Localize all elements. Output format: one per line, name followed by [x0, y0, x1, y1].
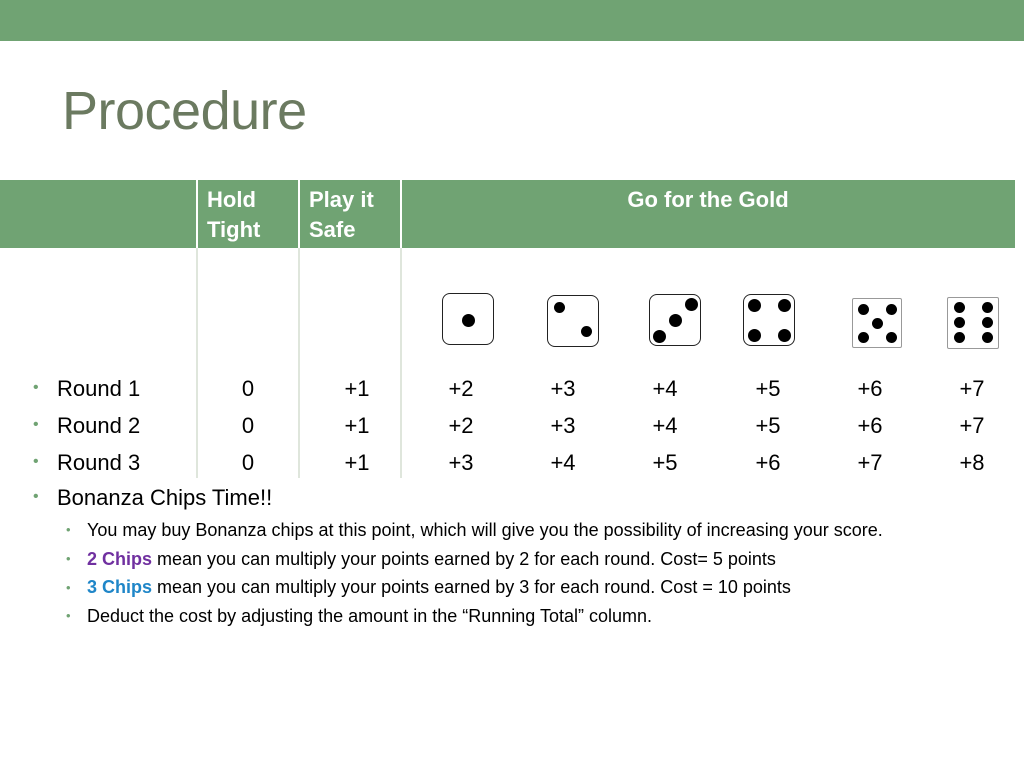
bonanza-heading: Bonanza Chips Time!!	[57, 485, 273, 510]
score-cell: 0	[241, 450, 255, 475]
die-four-icon	[743, 294, 795, 346]
round-label: Round 2	[57, 413, 141, 438]
header-divider	[298, 180, 300, 248]
pip	[462, 314, 475, 327]
two-chips-text: mean you can multiply your points earned by 2 for each round. Cost= 5 points	[152, 549, 776, 569]
score-cell: +7	[959, 413, 985, 438]
bullet-dot: •	[33, 488, 39, 505]
bullet-dot: •	[66, 551, 71, 566]
die-six-icon	[947, 297, 999, 349]
pip	[886, 304, 897, 315]
die-two-icon	[547, 295, 599, 347]
score-cell: +6	[857, 413, 883, 438]
pip	[778, 299, 791, 312]
score-cell: +7	[959, 376, 985, 401]
pip	[778, 329, 791, 342]
bullet-dot: •	[33, 379, 39, 396]
score-cell: +3	[448, 450, 474, 475]
header-play-it-safe: Play it Safe	[309, 187, 374, 242]
score-cell: +1	[344, 413, 370, 438]
bullet-dot: •	[66, 608, 71, 623]
score-cell: +8	[959, 450, 985, 475]
pip	[653, 330, 666, 343]
round-label: Round 1	[57, 376, 141, 401]
column-divider	[298, 248, 300, 478]
score-cell: +3	[550, 413, 576, 438]
pip	[554, 302, 565, 313]
score-cell: +1	[344, 450, 370, 475]
pip	[954, 317, 965, 328]
pip	[858, 304, 869, 315]
bullet-dot: •	[66, 522, 71, 537]
bonanza-item	[87, 577, 791, 598]
pip	[954, 332, 965, 343]
pip	[581, 326, 592, 337]
column-divider	[196, 248, 198, 478]
score-cell: +4	[550, 450, 576, 475]
pip	[685, 298, 698, 311]
die-five-icon	[852, 298, 902, 348]
bonanza-item	[87, 549, 776, 570]
column-divider	[400, 248, 402, 478]
header-hold-tight: Hold Tight	[207, 187, 261, 242]
bullet-dot: •	[33, 416, 39, 433]
pip	[748, 299, 761, 312]
three-chips-label: 3 Chips	[87, 577, 153, 597]
score-cell: +6	[857, 376, 883, 401]
pip	[982, 317, 993, 328]
pip	[858, 332, 869, 343]
round-label: Round 3	[57, 450, 141, 475]
score-cell: +2	[448, 376, 474, 401]
score-cell: 0	[241, 413, 255, 438]
header-divider	[196, 180, 198, 248]
bullet-dot: •	[33, 453, 39, 470]
bonanza-item: You may buy Bonanza chips at this point, which will give you the possibility of increasing your score.	[87, 520, 883, 540]
score-cell: +5	[652, 450, 678, 475]
score-cell: +7	[857, 450, 883, 475]
score-cell: +3	[550, 376, 576, 401]
header-go-for-the-gold: Go for the Gold	[627, 187, 789, 212]
pip	[982, 302, 993, 313]
score-cell: +5	[755, 376, 781, 401]
bonanza-item: Deduct the cost by adjusting the amount in the “Running Total” column.	[87, 606, 652, 626]
bullet-dot: •	[66, 580, 71, 595]
die-one-icon	[442, 293, 494, 345]
pip	[669, 314, 682, 327]
score-cell: +6	[755, 450, 781, 475]
top-accent-bar	[0, 0, 1024, 41]
pip	[886, 332, 897, 343]
pip	[954, 302, 965, 313]
two-chips-label: 2 Chips	[87, 549, 153, 569]
score-cell: +5	[755, 413, 781, 438]
score-cell: +4	[652, 413, 678, 438]
pip	[872, 318, 883, 329]
score-cell: +4	[652, 376, 678, 401]
score-cell: 0	[241, 376, 255, 401]
three-chips-text: mean you can multiply your points earned by 3 for each round. Cost = 10 points	[152, 577, 791, 597]
score-cell: +2	[448, 413, 474, 438]
score-cell: +1	[344, 376, 370, 401]
pip	[982, 332, 993, 343]
pip	[748, 329, 761, 342]
table-header	[0, 180, 1015, 248]
die-three-icon	[649, 294, 701, 346]
header-divider	[400, 180, 402, 248]
slide-title: Procedure	[62, 81, 307, 141]
